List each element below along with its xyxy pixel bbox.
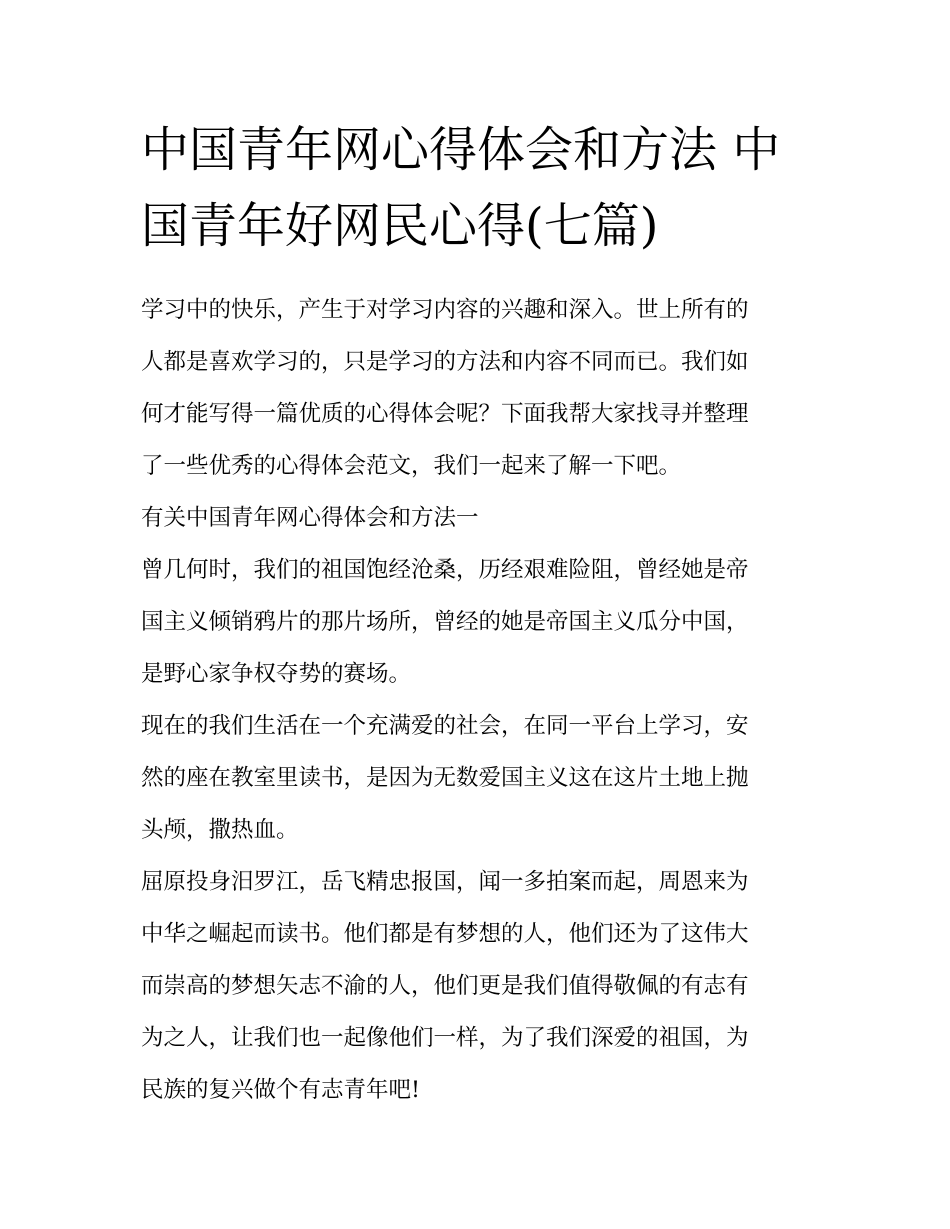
text-line: 是野心家争权夺势的赛场。 [141,661,412,687]
text-line: 而崇高的梦想矢志不渝的人，他们更是我们值得敬佩的有志有 [141,973,749,999]
text-line: 民族的复兴做个有志青年吧! [141,1077,421,1103]
text-line: 国主义倾销鸦片的那片场所，曾经的她是帝国主义瓜分中国， [141,609,749,635]
document-content [141,112,813,1116]
document-body [141,284,813,1116]
text-line: 然的座在教室里读书，是因为无数爱国主义这在这片土地上抛 [141,765,749,791]
text-line: 曾几何时，我们的祖国饱经沧桑，历经艰难险阻，曾经她是帝 [141,557,749,583]
paragraph-heroes [141,856,813,1116]
text-line: 现在的我们生活在一个充满爱的社会，在同一平台上学习，安 [141,713,749,739]
text-line: 中华之崛起而读书。他们都是有梦想的人，他们还为了这伟大 [141,921,749,947]
text-line: 头颅，撒热血。 [141,817,299,843]
paragraph-intro [141,284,813,492]
text-line: 学习中的快乐，产生于对学习内容的兴趣和深入。世上所有的 [141,297,749,323]
text-line: 何才能写得一篇优质的心得体会呢？下面我帮大家找寻并整理 [141,401,749,427]
paragraph-present [141,700,813,856]
paragraph-history [141,544,813,700]
section-heading [141,492,813,544]
text-line: 人都是喜欢学习的，只是学习的方法和内容不同而已。我们如 [141,349,749,375]
title-line: 中国青年网心得体会和方法 中 [141,122,781,178]
title-line: 国青年好网民心得(七篇) [141,198,659,254]
text-line: 了一些优秀的心得体会范文，我们一起来了解一下吧。 [141,453,682,479]
text-line: 有关中国青年网心得体会和方法一 [141,505,479,531]
text-line: 为之人，让我们也一起像他们一样，为了我们深爱的祖国，为 [141,1025,749,1051]
text-line: 屈原投身汨罗江，岳飞精忠报国，闻一多拍案而起，周恩来为 [141,869,749,895]
document-title [141,112,813,264]
